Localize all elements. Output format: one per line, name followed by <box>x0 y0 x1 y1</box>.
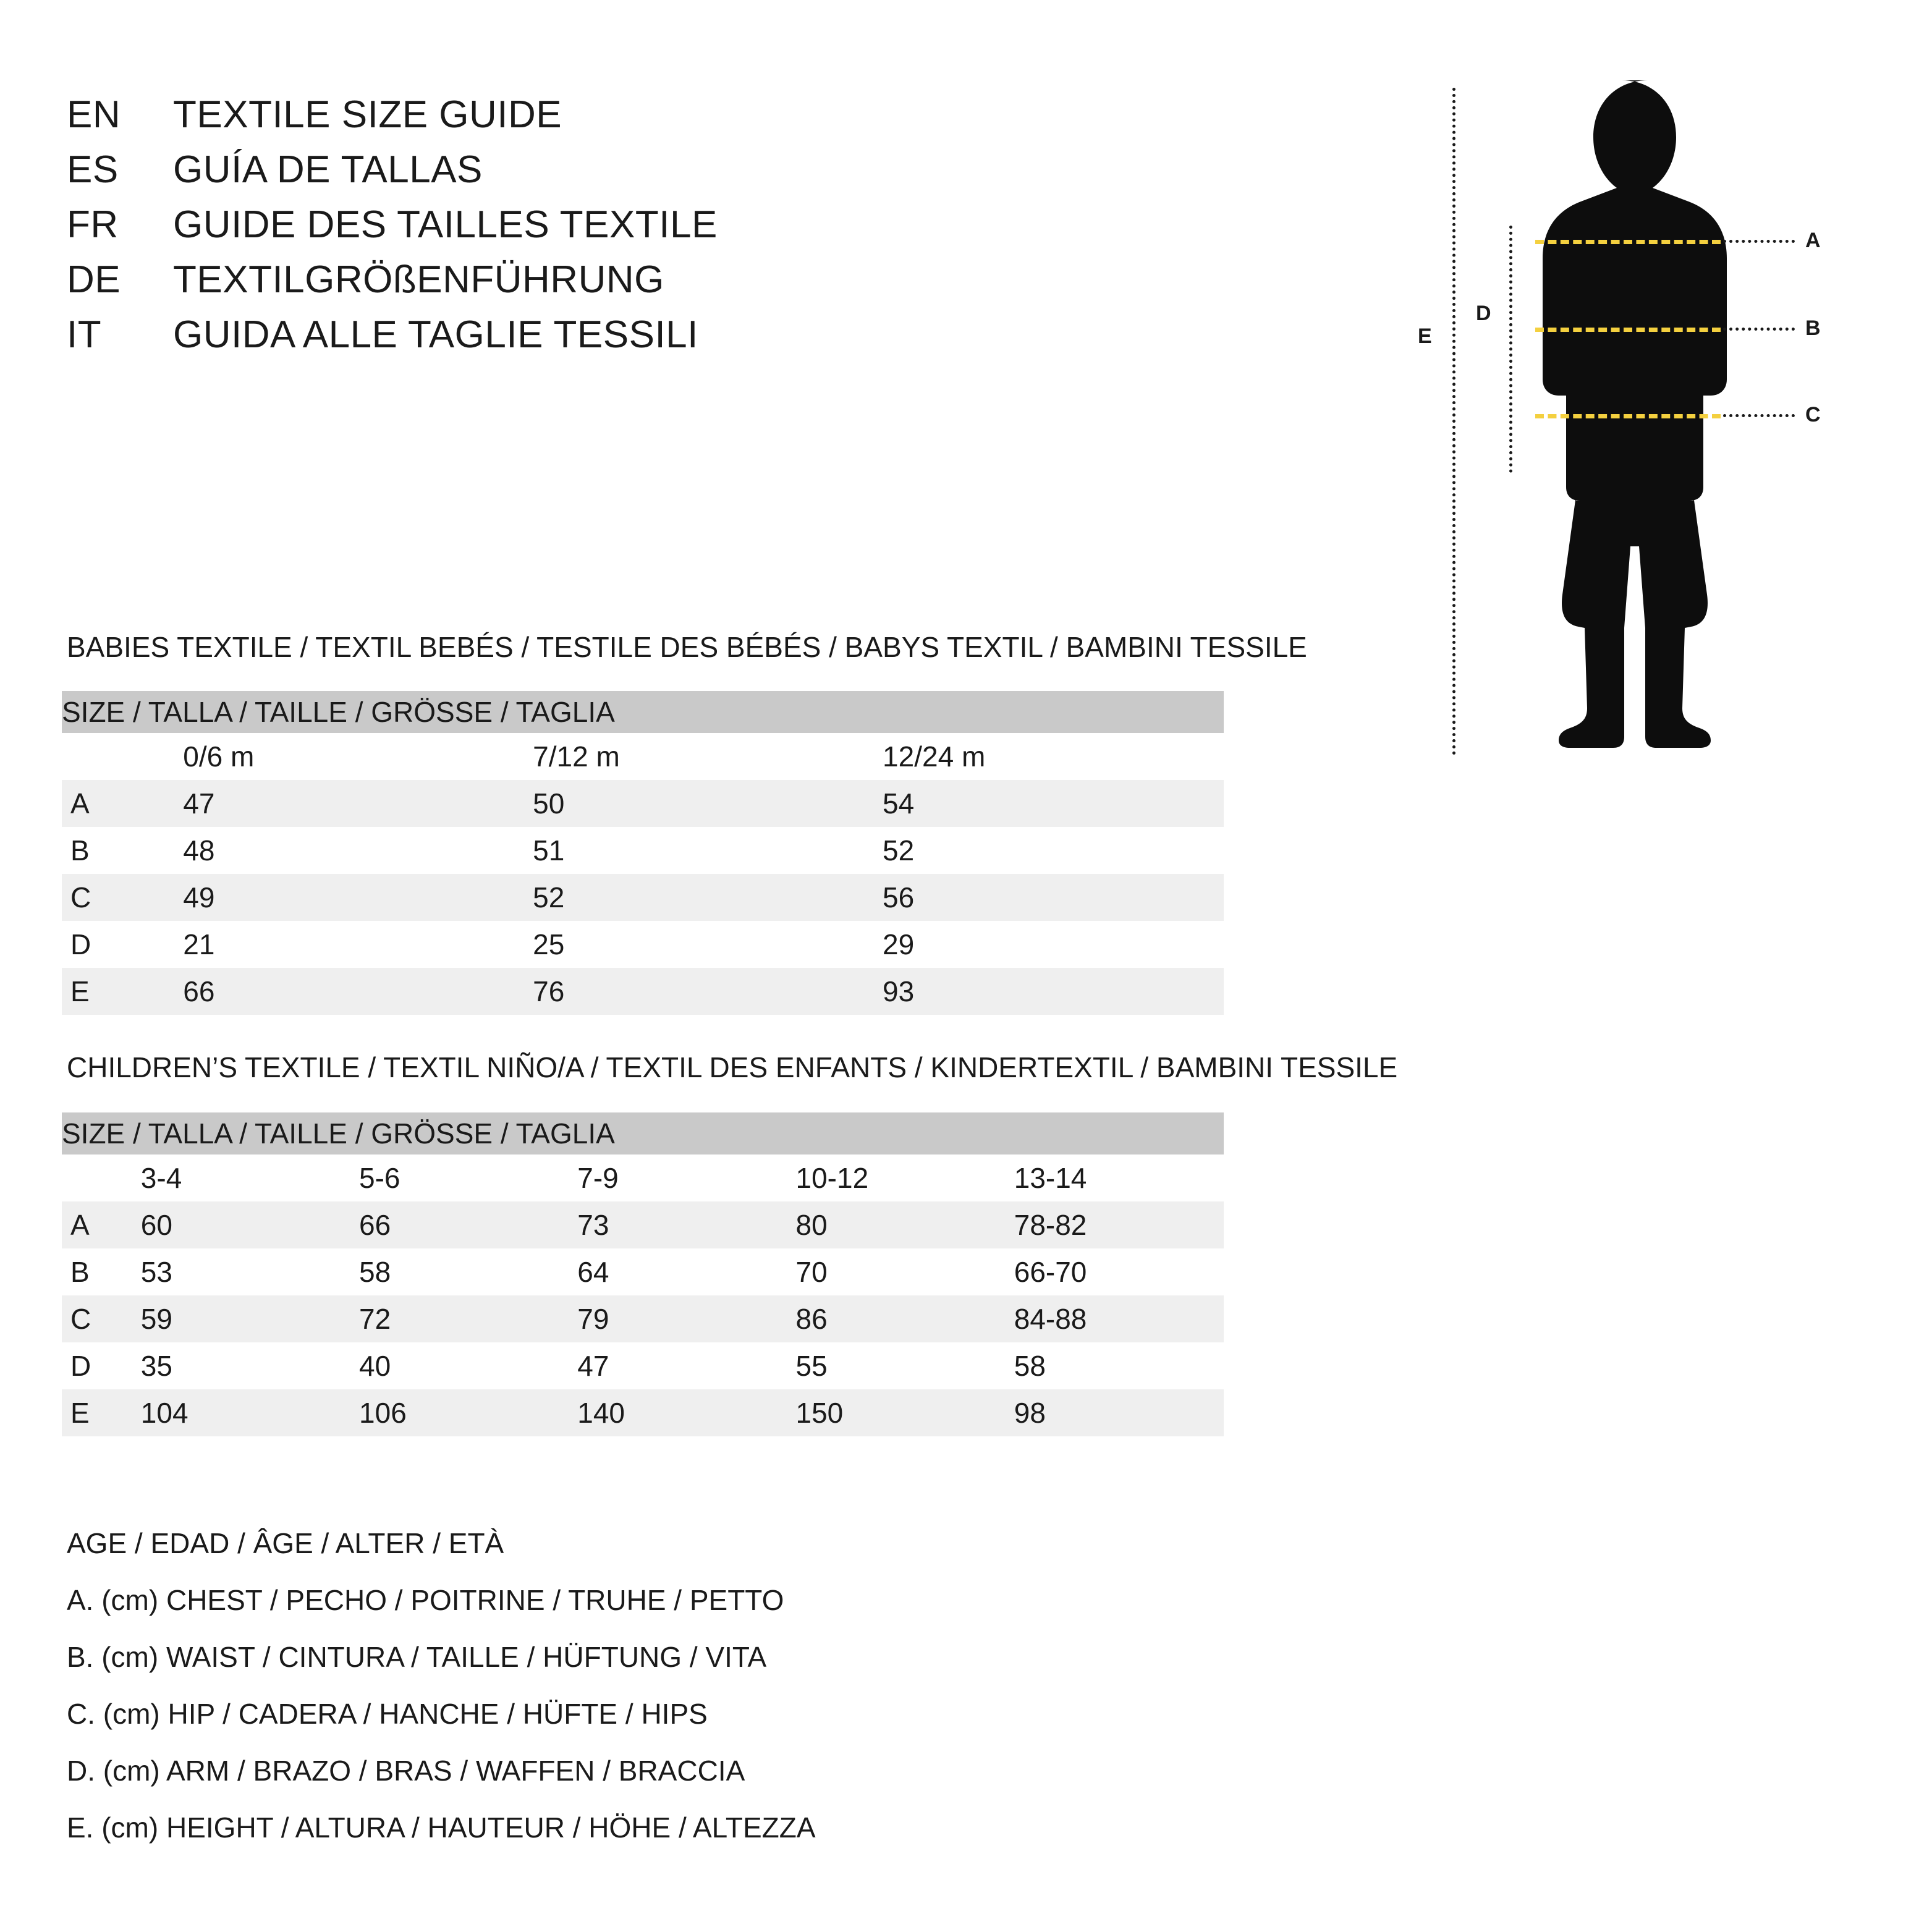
table-row <box>62 1389 1224 1436</box>
babies-section-caption: BABIES TEXTILE / TEXTIL BEBÉS / TESTILE DES BÉBÉS / BABYS TEXTIL / BAMBINI TESSILE <box>67 631 1307 663</box>
children-size-table <box>62 1112 1224 1436</box>
figure-label-b: B <box>1805 316 1821 340</box>
children-row-key-e: E <box>62 1389 132 1436</box>
children-d-2: 47 <box>569 1342 787 1389</box>
babies-c-0: 49 <box>174 874 524 921</box>
figure-label-a: A <box>1805 229 1821 252</box>
title-lang-es: ES <box>67 148 119 191</box>
children-col-3: 10-12 <box>787 1155 1006 1201</box>
table-row <box>62 1342 1224 1389</box>
babies-e-0: 66 <box>174 968 524 1015</box>
table-row <box>62 1248 1224 1295</box>
children-table-header: SIZE / TALLA / TAILLE / GRÖSSE / TAGLIA <box>62 1112 1224 1155</box>
children-b-4: 66-70 <box>1006 1248 1224 1295</box>
table-row <box>62 874 1224 921</box>
height-guide-line <box>1452 88 1455 755</box>
legend-height: E. (cm) HEIGHT / ALTURA / HAUTEUR / HÖHE / ALTEZZA <box>67 1811 816 1844</box>
babies-size-table <box>62 691 1224 1015</box>
children-row-key-b: B <box>62 1248 132 1295</box>
babies-e-2: 93 <box>874 968 1224 1015</box>
babies-col-2: 12/24 m <box>874 733 1224 780</box>
waist-measure-line <box>1535 328 1721 332</box>
title-text-en: TEXTILE SIZE GUIDE <box>173 93 562 136</box>
children-d-0: 35 <box>132 1342 350 1389</box>
legend-waist: B. (cm) WAIST / CINTURA / TAILLE / HÜFTUNG / VITA <box>67 1641 767 1673</box>
children-a-0: 60 <box>132 1201 350 1248</box>
children-e-1: 106 <box>350 1389 569 1436</box>
children-a-1: 66 <box>350 1201 569 1248</box>
babies-d-2: 29 <box>874 921 1224 968</box>
title-text-es: GUÍA DE TALLAS <box>173 148 483 191</box>
arm-guide-line <box>1509 226 1512 473</box>
title-text-de: TEXTILGRÖßENFÜHRUNG <box>173 258 664 301</box>
babies-a-1: 50 <box>524 780 874 827</box>
legend-block <box>67 1527 816 1868</box>
table-row <box>62 780 1224 827</box>
table-row <box>62 921 1224 968</box>
hip-measure-line <box>1535 414 1721 418</box>
children-col-2: 7-9 <box>569 1155 787 1201</box>
legend-chest: A. (cm) CHEST / PECHO / POITRINE / TRUHE / PETTO <box>67 1584 784 1616</box>
children-a-2: 73 <box>569 1201 787 1248</box>
children-e-3: 150 <box>787 1389 1006 1436</box>
chest-leader-line <box>1723 240 1795 243</box>
children-e-2: 140 <box>569 1389 787 1436</box>
title-row <box>67 258 1241 302</box>
table-row <box>62 1201 1224 1248</box>
title-lang-it: IT <box>67 313 102 356</box>
figure-label-e: E <box>1418 324 1432 348</box>
babies-b-0: 48 <box>174 827 524 874</box>
children-e-0: 104 <box>132 1389 350 1436</box>
title-text-fr: GUIDE DES TAILLES TEXTILE <box>173 203 718 246</box>
children-d-4: 58 <box>1006 1342 1224 1389</box>
babies-col-1: 7/12 m <box>524 733 874 780</box>
children-c-1: 72 <box>350 1295 569 1342</box>
children-column-header-row <box>62 1155 1224 1201</box>
children-d-1: 40 <box>350 1342 569 1389</box>
hip-leader-line <box>1723 414 1795 417</box>
children-c-0: 59 <box>132 1295 350 1342</box>
title-row <box>67 93 1241 137</box>
babies-a-2: 54 <box>874 780 1224 827</box>
title-row <box>67 203 1241 247</box>
figure-label-d: D <box>1476 302 1491 325</box>
babies-c-2: 56 <box>874 874 1224 921</box>
babies-col-0: 0/6 m <box>174 733 524 780</box>
babies-d-1: 25 <box>524 921 874 968</box>
table-row <box>62 1295 1224 1342</box>
children-a-4: 78-82 <box>1006 1201 1224 1248</box>
babies-column-header-row <box>62 733 1224 780</box>
title-block <box>67 93 1241 368</box>
waist-leader-line <box>1723 328 1795 331</box>
babies-d-0: 21 <box>174 921 524 968</box>
babies-a-0: 47 <box>174 780 524 827</box>
children-c-2: 79 <box>569 1295 787 1342</box>
title-text-it: GUIDA ALLE TAGLIE TESSILI <box>173 313 698 356</box>
babies-b-1: 51 <box>524 827 874 874</box>
babies-row-key-b: B <box>62 827 174 874</box>
babies-row-key-d: D <box>62 921 174 968</box>
table-row <box>62 968 1224 1015</box>
children-b-2: 64 <box>569 1248 787 1295</box>
babies-e-1: 76 <box>524 968 874 1015</box>
children-a-3: 80 <box>787 1201 1006 1248</box>
children-b-1: 58 <box>350 1248 569 1295</box>
babies-row-key-c: C <box>62 874 174 921</box>
legend-age: AGE / EDAD / ÂGE / ALTER / ETÀ <box>67 1527 504 1559</box>
children-b-0: 53 <box>132 1248 350 1295</box>
children-d-3: 55 <box>787 1342 1006 1389</box>
title-lang-fr: FR <box>67 203 119 246</box>
table-row <box>62 827 1224 874</box>
children-row-key-d: D <box>62 1342 132 1389</box>
children-col-1: 5-6 <box>350 1155 569 1201</box>
babies-row-key-a: A <box>62 780 174 827</box>
children-section-caption: CHILDREN’S TEXTILE / TEXTIL NIÑO/A / TEXTIL DES ENFANTS / KINDERTEXTIL / BAMBINI TESSILE <box>67 1051 1398 1083</box>
babies-table-header-band <box>62 691 1224 733</box>
chest-measure-line <box>1535 240 1721 244</box>
children-col-4: 13-14 <box>1006 1155 1224 1201</box>
children-row-key-a: A <box>62 1201 132 1248</box>
children-b-3: 70 <box>787 1248 1006 1295</box>
title-lang-en: EN <box>67 93 121 136</box>
title-row <box>67 313 1241 357</box>
children-c-3: 86 <box>787 1295 1006 1342</box>
children-c-4: 84-88 <box>1006 1295 1224 1342</box>
measurement-figure <box>1407 74 1876 766</box>
babies-table-header: SIZE / TALLA / TAILLE / GRÖSSE / TAGLIA <box>62 691 1224 733</box>
children-e-4: 98 <box>1006 1389 1224 1436</box>
figure-label-c: C <box>1805 403 1821 426</box>
babies-c-1: 52 <box>524 874 874 921</box>
babies-b-2: 52 <box>874 827 1224 874</box>
babies-row-key-e: E <box>62 968 174 1015</box>
child-silhouette-icon <box>1518 74 1777 748</box>
legend-arm: D. (cm) ARM / BRAZO / BRAS / WAFFEN / BRACCIA <box>67 1755 745 1787</box>
children-row-key-c: C <box>62 1295 132 1342</box>
children-col-0: 3-4 <box>132 1155 350 1201</box>
title-row <box>67 148 1241 192</box>
children-table-header-band <box>62 1112 1224 1155</box>
title-lang-de: DE <box>67 258 121 301</box>
blank-cell <box>62 1155 132 1201</box>
blank-cell <box>62 733 174 780</box>
legend-hip: C. (cm) HIP / CADERA / HANCHE / HÜFTE / HIPS <box>67 1698 708 1730</box>
